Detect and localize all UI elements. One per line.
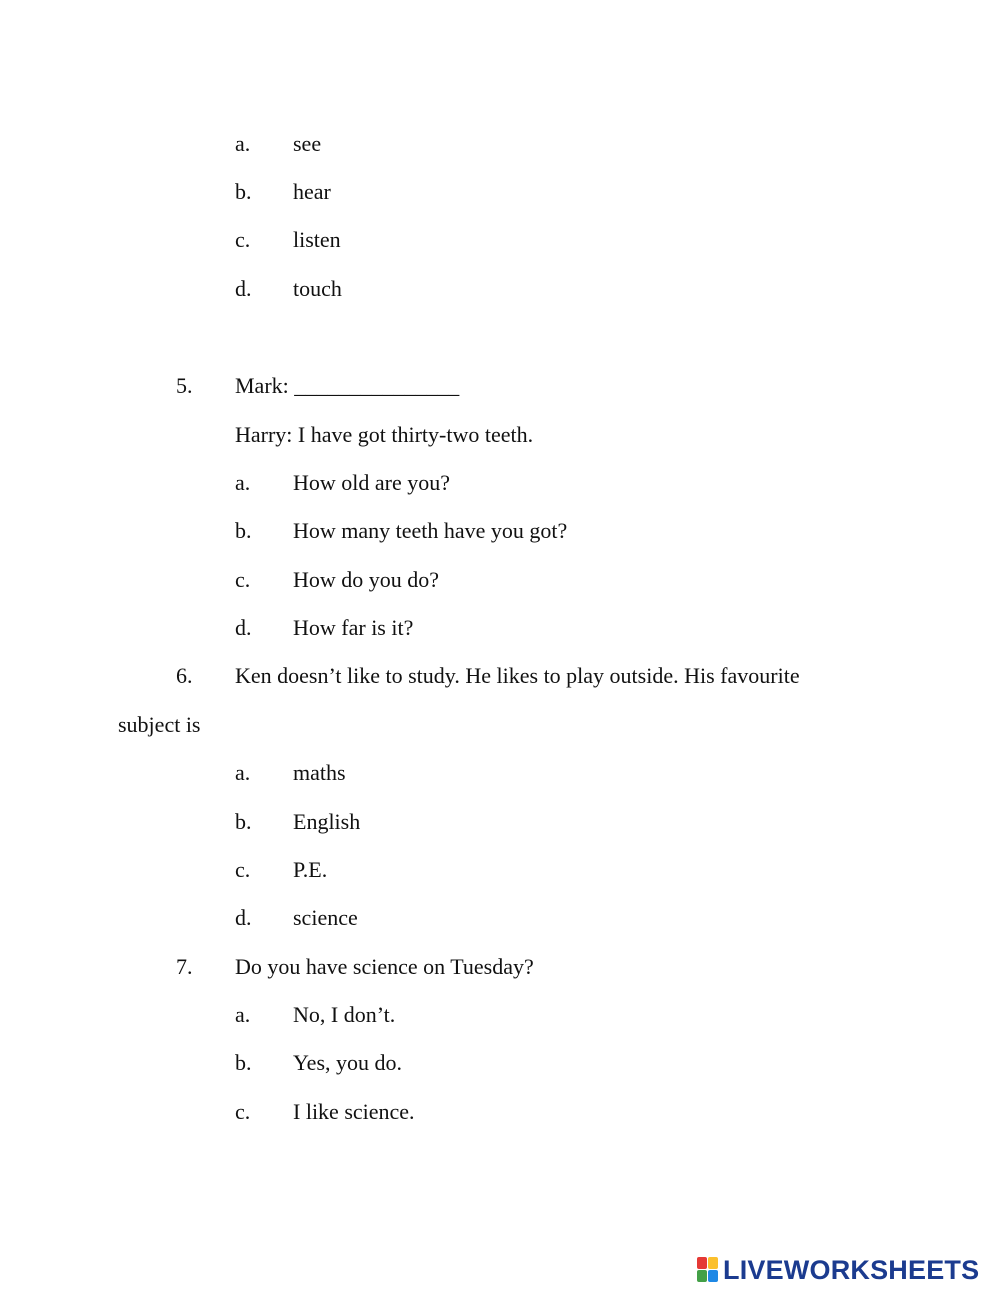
question-text-continued: subject is — [118, 712, 201, 737]
option-text[interactable]: P.E. — [293, 857, 328, 882]
option-text[interactable]: How old are you? — [293, 470, 451, 495]
liveworksheets-logo-text: LIVEWORKSHEETS — [723, 1254, 980, 1285]
option-text[interactable]: see — [293, 131, 322, 156]
option-letter: d. — [235, 276, 252, 301]
option-letter: c. — [235, 227, 251, 252]
option-letter: b. — [235, 809, 252, 834]
option-letter: c. — [235, 1099, 251, 1124]
option-letter: b. — [235, 518, 252, 543]
option-text[interactable]: How many teeth have you got? — [293, 518, 568, 543]
option-letter: c. — [235, 857, 251, 882]
option-text[interactable]: How do you do? — [293, 567, 440, 592]
option-letter: b. — [235, 1050, 252, 1075]
liveworksheets-logo — [697, 1255, 979, 1285]
option-text[interactable]: I like science. — [293, 1099, 415, 1124]
option-letter: d. — [235, 905, 252, 930]
option-text[interactable]: listen — [293, 227, 341, 252]
option-letter: c. — [235, 567, 251, 592]
question-number: 6. — [176, 663, 193, 688]
option-text[interactable]: touch — [293, 276, 342, 301]
question-text: Mark: _______________ — [235, 373, 460, 398]
option-text[interactable]: maths — [293, 760, 346, 785]
liveworksheets-logo-icon — [697, 1257, 719, 1283]
option-letter: a. — [235, 760, 251, 785]
option-letter: a. — [235, 470, 251, 495]
option-text[interactable]: English — [293, 809, 361, 834]
option-letter: a. — [235, 131, 251, 156]
question-number: 7. — [176, 954, 193, 979]
question-text: Harry: I have got thirty-two teeth. — [235, 422, 534, 447]
option-letter: d. — [235, 615, 252, 640]
question-text: Do you have science on Tuesday? — [235, 954, 534, 979]
question-number: 5. — [176, 373, 193, 398]
option-letter: a. — [235, 1002, 251, 1027]
option-text[interactable]: hear — [293, 179, 331, 204]
option-text[interactable]: How far is it? — [293, 615, 414, 640]
option-text[interactable]: No, I don’t. — [293, 1002, 396, 1027]
option-text[interactable]: Yes, you do. — [293, 1050, 403, 1075]
option-letter: b. — [235, 179, 252, 204]
question-text: Ken doesn’t like to study. He likes to play outside. His favourite — [235, 663, 800, 688]
option-text[interactable]: science — [293, 905, 358, 930]
